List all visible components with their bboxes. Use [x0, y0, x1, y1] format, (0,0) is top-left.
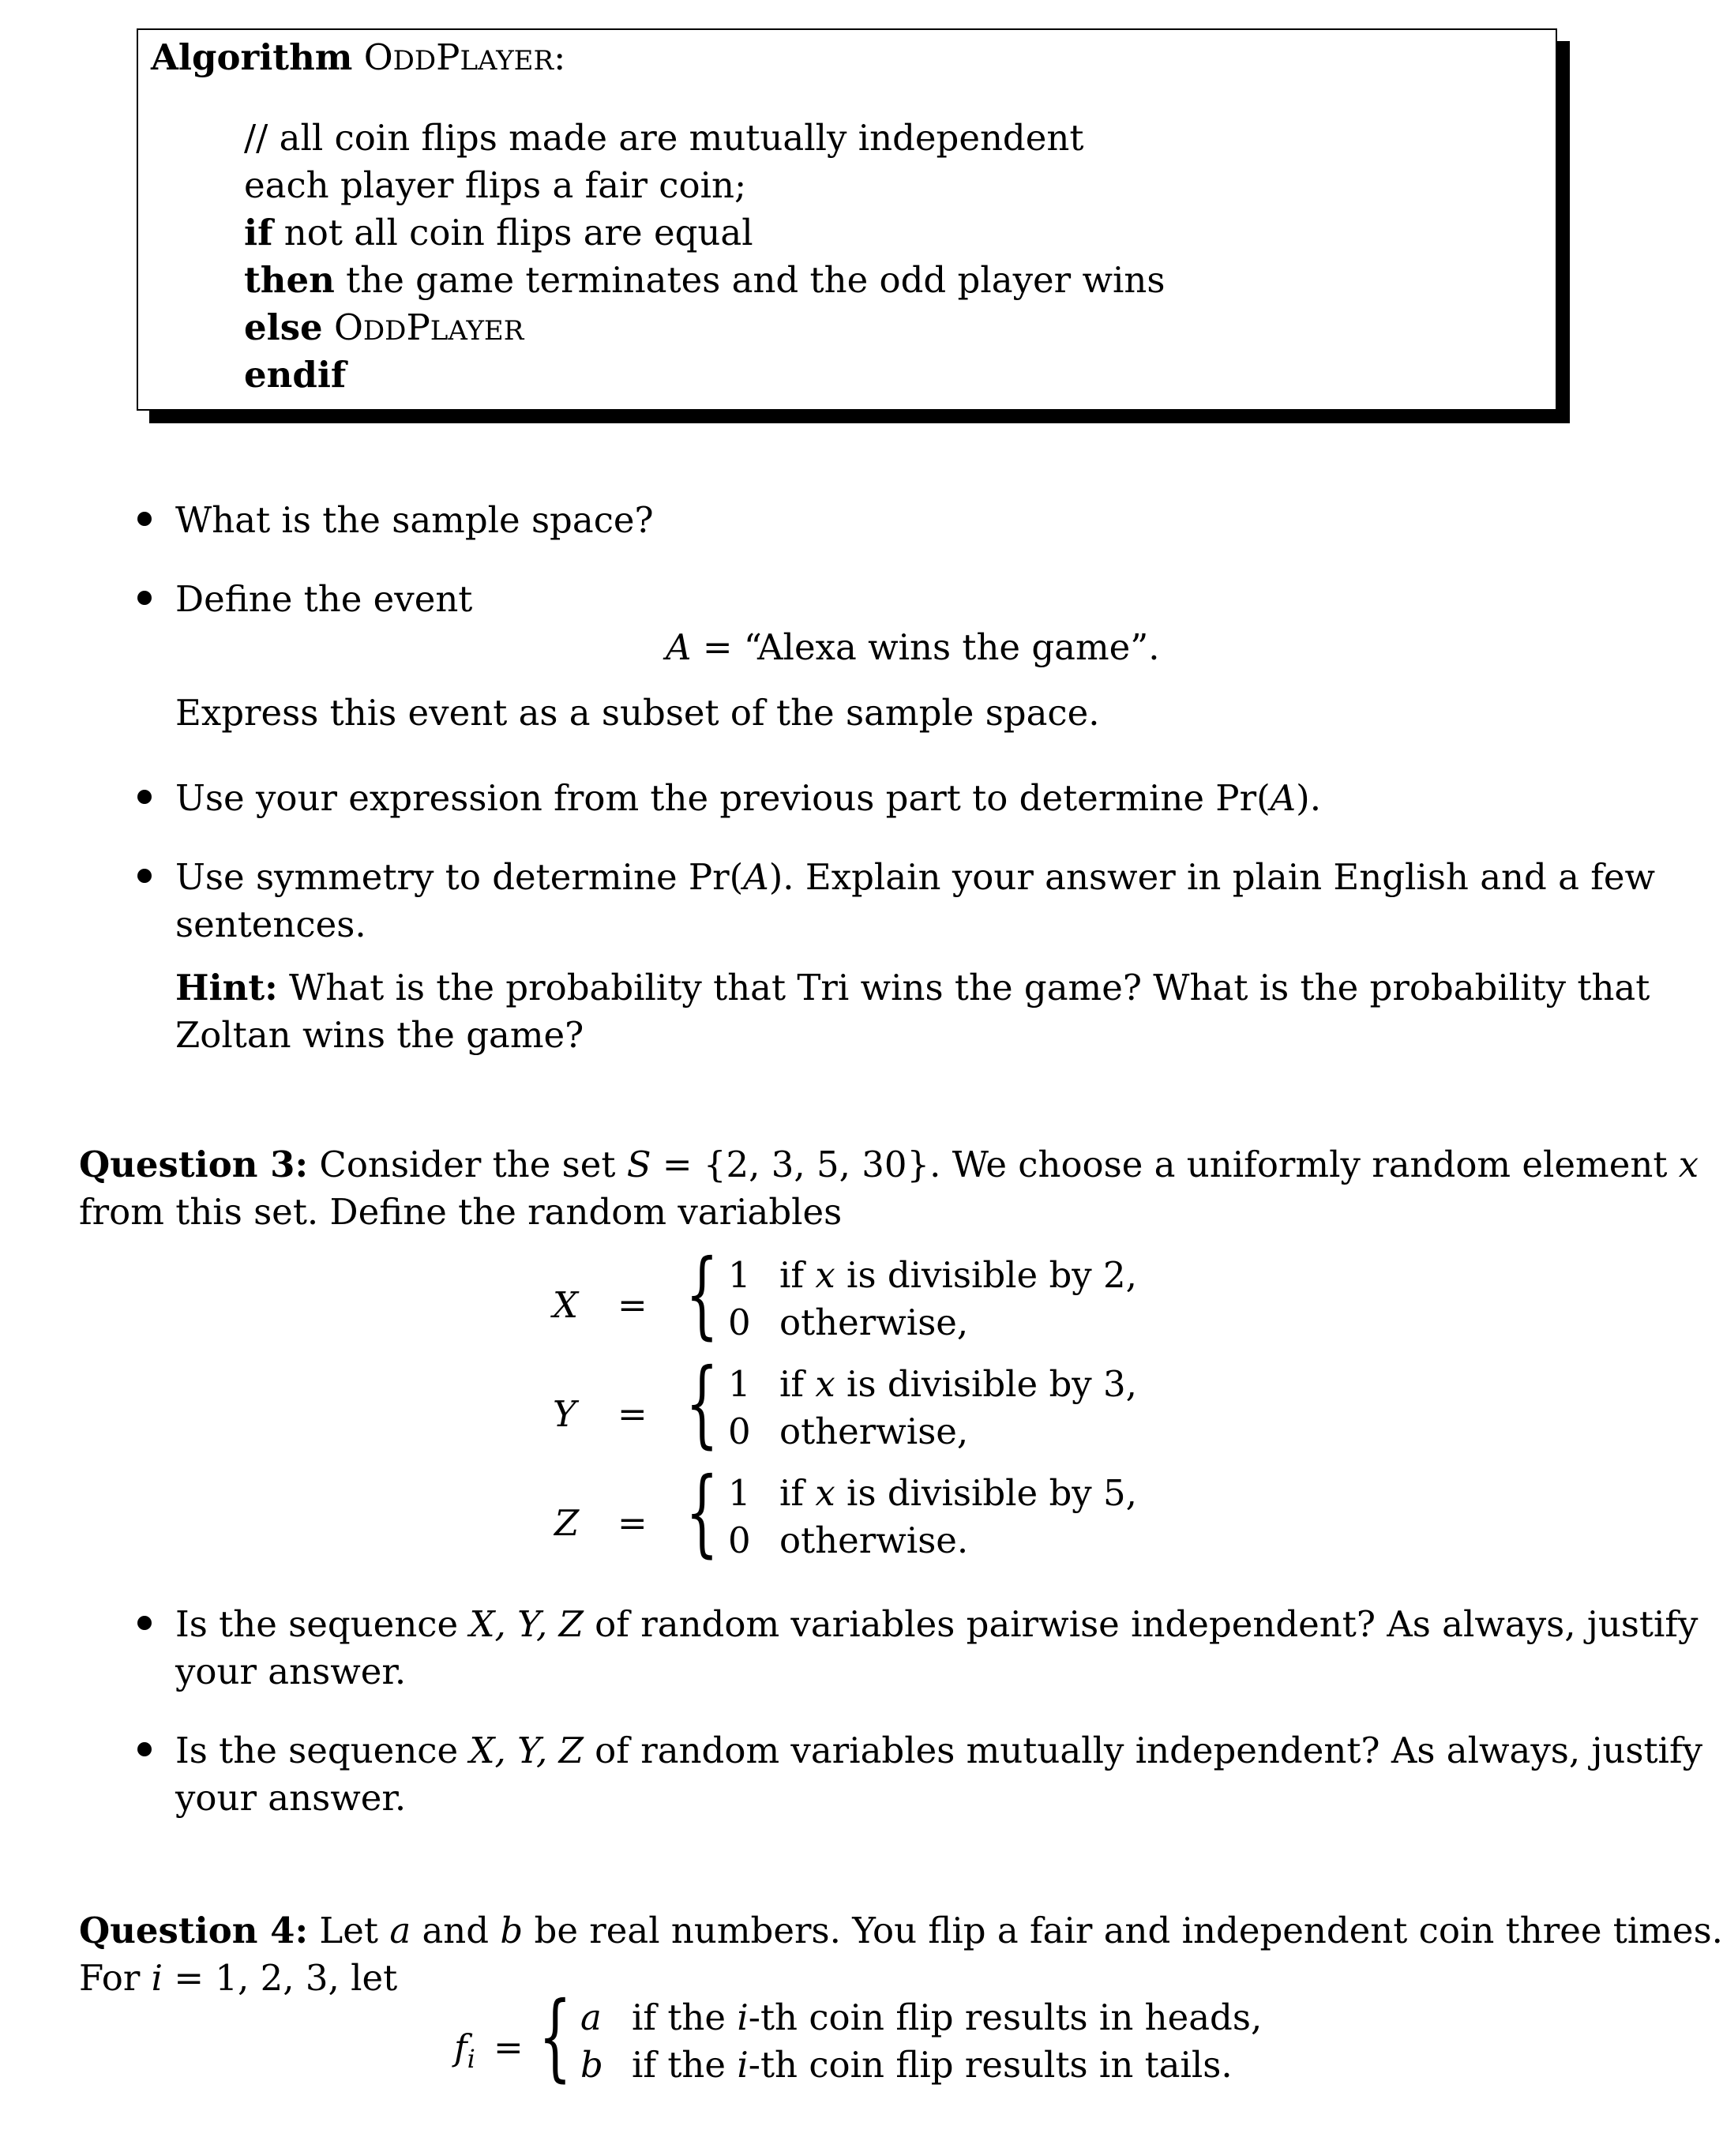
- q4-intro-line1: [79, 1910, 1723, 1951]
- q3-bullet-pairwise: [175, 1603, 1699, 1645]
- event-description: “Alexa wins the game”.: [743, 626, 1160, 668]
- q3-intro-line2: from this set. Define the random variables: [79, 1191, 843, 1233]
- text-part: Let: [308, 1910, 390, 1951]
- algorithm-heading: Algorithm: [151, 36, 353, 78]
- text-part: = {2, 3, 5, 30}. We choose a uniformly random element: [651, 1144, 1679, 1185]
- algorithm-line-text: // all coin flips made are mutually independent: [244, 117, 1084, 159]
- q3-pairwise-line2: your answer.: [175, 1651, 407, 1692]
- bullet-icon: [137, 790, 152, 804]
- math-variable: a: [389, 1910, 411, 1951]
- q2-event-equation: [666, 626, 1160, 668]
- case-value: a: [580, 1996, 602, 2038]
- algorithm-line-else: [244, 306, 524, 348]
- math-variable: A: [743, 856, 769, 898]
- math-variable: x: [815, 1363, 835, 1405]
- algorithm-name-part: P: [436, 36, 460, 78]
- bullet-icon: [137, 512, 152, 526]
- q2-express-text: Express this event as a subset of the sample space.: [175, 692, 1100, 734]
- math-variable: i: [151, 1957, 163, 1999]
- q3-mutual-line2: your answer.: [175, 1777, 407, 1819]
- bullet-icon: [137, 1616, 152, 1630]
- text-part: ).: [1296, 777, 1322, 819]
- algorithm-call-part: P: [406, 306, 430, 348]
- q2-symmetry-line2: sentences.: [175, 903, 366, 945]
- text-part: of random variables pairwise independent? As always, justify: [583, 1603, 1699, 1645]
- math-variable: X, Y, Z: [469, 1603, 584, 1645]
- algorithm-name-part: LAYER: [460, 45, 554, 77]
- text-part: is divisible by 5,: [835, 1472, 1137, 1514]
- case-condition: [779, 1254, 1137, 1296]
- text-part: of random variables mutually independent? As always, justify: [583, 1730, 1703, 1771]
- bullet-icon: [137, 1742, 152, 1756]
- algorithm-line-then: [244, 259, 1166, 301]
- algorithm-call-part: O: [334, 306, 363, 348]
- q4-intro-line2: [79, 1957, 398, 1999]
- algorithm-name-part: DD: [392, 45, 437, 77]
- keyword-then: then: [244, 259, 335, 301]
- text-part: Is the sequence: [175, 1730, 470, 1771]
- case-value: 0: [728, 1301, 751, 1343]
- random-variable: Y: [553, 1393, 576, 1435]
- keyword-else: else: [244, 306, 323, 348]
- q3-bullet-mutual: [175, 1730, 1703, 1771]
- algorithm-line-text: not all coin flips are equal: [272, 212, 753, 254]
- bullet-icon: [137, 869, 152, 883]
- left-brace-icon: {: [685, 1458, 719, 1568]
- math-variable: X, Y, Z: [469, 1730, 584, 1771]
- math-variable: b: [500, 1910, 524, 1951]
- math-variable: x: [1678, 1144, 1699, 1185]
- question-label: Question 4:: [79, 1910, 309, 1951]
- case-condition: otherwise,: [779, 1301, 969, 1343]
- algorithm-title: [151, 36, 566, 78]
- q2-bullet-symmetry: [175, 856, 1656, 898]
- q2-bullet-define-event: Define the event: [175, 578, 473, 620]
- case-condition: [779, 1472, 1137, 1514]
- algorithm-line-text: each player flips a fair coin;: [244, 164, 747, 206]
- equals-sign: =: [494, 2026, 524, 2068]
- equals-sign: =: [618, 1502, 648, 1544]
- equals-sign: =: [618, 1393, 648, 1435]
- algorithm-line-text: the game terminates and the odd player wins: [334, 259, 1166, 301]
- math-variable: S: [626, 1144, 651, 1185]
- text-part: Consider the set: [308, 1144, 627, 1185]
- algorithm-call-part: DD: [362, 315, 407, 347]
- text-part: if the: [632, 1996, 738, 2038]
- random-variable: X: [553, 1284, 579, 1326]
- case-condition: [779, 1363, 1137, 1405]
- q3-intro-line1: [79, 1144, 1699, 1185]
- text-part: What is the probability that Tri wins the game? What is the probability that: [277, 967, 1650, 1009]
- algorithm-line-flip: [244, 164, 747, 206]
- equals-sign: =: [702, 626, 733, 668]
- text-part: For: [79, 1957, 152, 1999]
- text-part: if: [779, 1254, 816, 1296]
- algorithm-name-colon: :: [554, 36, 566, 78]
- text-part: -th coin flip results in heads,: [748, 1996, 1263, 2038]
- text-part: = 1, 2, 3, let: [163, 1957, 398, 1999]
- math-variable: i: [737, 2044, 749, 2086]
- bullet-icon: [137, 591, 152, 605]
- text-part: ). Explain your answer in plain English and a few: [768, 856, 1656, 898]
- algorithm-call-part: LAYER: [430, 315, 524, 347]
- text-part: if the: [632, 2044, 738, 2086]
- text-part: Is the sequence: [175, 1603, 470, 1645]
- math-variable: x: [815, 1254, 835, 1296]
- case-condition: [632, 2044, 1233, 2086]
- math-variable: f: [454, 2026, 467, 2068]
- q2-hint-line2: Zoltan wins the game?: [175, 1014, 584, 1056]
- case-condition: otherwise.: [779, 1519, 969, 1561]
- q2-hint-line1: [175, 967, 1650, 1009]
- left-brace-icon: {: [685, 1240, 719, 1350]
- text-part: be real numbers. You flip a fair and independent coin three times.: [523, 1910, 1723, 1951]
- case-value: 1: [728, 1363, 751, 1405]
- algorithm-line-comment: [244, 117, 1084, 159]
- keyword-endif: endif: [244, 354, 347, 396]
- case-value: 0: [728, 1410, 751, 1452]
- text-part: and: [411, 1910, 501, 1951]
- math-variable: A: [1270, 777, 1297, 819]
- q2-bullet-determine-pr: [175, 777, 1322, 819]
- text-part: if: [779, 1472, 816, 1514]
- math-variable: i: [737, 1996, 749, 2038]
- random-variable: Z: [554, 1502, 580, 1544]
- case-value: b: [580, 2044, 603, 2086]
- keyword-if: if: [244, 212, 273, 254]
- text-part: is divisible by 3,: [835, 1363, 1137, 1405]
- left-brace-icon: {: [539, 1982, 572, 2092]
- q2-bullet-sample-space: What is the sample space?: [175, 499, 654, 541]
- equals-sign: =: [618, 1284, 648, 1326]
- question-label: Question 3:: [79, 1144, 309, 1185]
- event-variable: A: [666, 626, 692, 668]
- case-condition: otherwise,: [779, 1410, 969, 1452]
- function-symbol: [454, 2026, 475, 2074]
- text-part: if: [779, 1363, 816, 1405]
- hint-label: Hint:: [175, 967, 278, 1009]
- text-part: is divisible by 2,: [835, 1254, 1137, 1296]
- case-value: 0: [728, 1519, 751, 1561]
- case-value: 1: [728, 1254, 751, 1296]
- math-variable: x: [815, 1472, 835, 1514]
- left-brace-icon: {: [685, 1349, 719, 1459]
- case-value: 1: [728, 1472, 751, 1514]
- algorithm-name-part: O: [363, 36, 393, 78]
- case-condition: [632, 1996, 1263, 2038]
- algorithm-line-if: [244, 212, 753, 254]
- subscript: i: [467, 2044, 475, 2074]
- text-part: Use symmetry to determine Pr(: [175, 856, 744, 898]
- text-part: Use your expression from the previous part to determine Pr(: [175, 777, 1271, 819]
- algorithm-line-endif: [244, 354, 347, 396]
- text-part: -th coin flip results in tails.: [748, 2044, 1233, 2086]
